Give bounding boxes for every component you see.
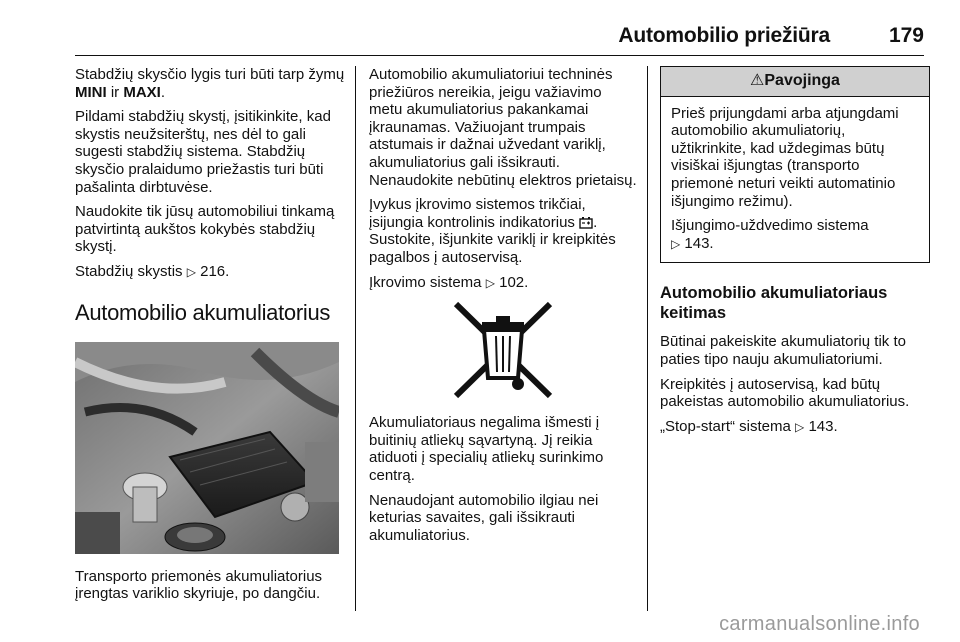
chevron-right-icon: ▷ [186, 264, 196, 279]
warning-triangle-icon: ⚠ [750, 72, 765, 89]
watermark: carmanualsonline.info [719, 613, 920, 635]
page-number: 179 [888, 24, 924, 47]
battery-location-caption: Transporto priemonės akumuliatorius įrengtas variklio skyriuje, po dangčiu. [75, 567, 323, 603]
brake-fluid-fill-paragraph: Pildami stabdžių skystį, įsitikinkite, kad skystis neužsiterštų, nes dėl to gali sugesti stabdžių sistema. Stabdžių skysčio pralaidumo priežastis turi būti pašalinta dirbtuvėse. [75, 108, 331, 196]
page-header-title: Automobilio priežiūra [618, 24, 830, 47]
column-2 [369, 66, 637, 551]
warning-paragraph: Prieš prijungdami arba atjungdami automobilio akumuliatorių, užtikrinkite, kad uždegimas būtų visiškai išjungtas (transporto priemonė neturi veikti automatinio išjungimo režimu). [671, 104, 899, 210]
header-divider [75, 55, 924, 56]
brake-fluid-level-paragraph: Stabdžių skysčio lygis turi būti tarp žymų MINI ir MAXI. [75, 66, 345, 101]
battery-disposal-paragraph: Akumuliatoriaus negalima išmesti į buitinių atliekų sąvartyną. Jį reikia atiduoti į specialių atliekų surinkimo centrą. [369, 414, 604, 484]
stop-start-reference-warning: Išjungimo-uždvedimo sistema ▷ 143. [671, 217, 869, 252]
brake-fluid-quality-paragraph: Naudokite tik jūsų automobiliui tinkamą patvirtintą aukštos kokybės stabdžių skystį. [75, 203, 335, 256]
section-heading-battery-replacement: Automobilio akumuliatoriaus keitimas [660, 284, 888, 323]
replacement-paragraph-2: Kreipkitės į autoservisą, kad būtų pakeistas automobilio akumuliatorius. [660, 375, 910, 411]
warning-body [661, 97, 929, 263]
column-1 [75, 66, 345, 610]
section-heading-battery: Automobilio akumuliatorius [75, 299, 331, 325]
replacement-paragraph-1: Būtinai pakeiskite akumuliatorių tik to paties tipo nauju akumuliatoriumi. [660, 333, 906, 368]
charging-system-reference: Įkrovimo sistema ▷ 102. [369, 273, 529, 291]
mini-mark: MINI [75, 83, 107, 101]
charging-fault-paragraph: Įvykus įkrovimo sistemos trikčiai, įsijungia kontrolinis indikatorius . Sustokite, išjunkite variklį ir kreipkitės pagalbos į autoservisą. [369, 196, 616, 266]
crossed-bin-icon [448, 300, 558, 400]
column-3 [660, 66, 930, 443]
battery-discharge-paragraph: Nenaudojant automobilio ilgiau nei keturias savaites, gali išsikrauti akumuliatorius. [369, 491, 599, 544]
brake-fluid-reference: Stabdžių skystis ▷ 216. [75, 262, 230, 280]
battery-maintenance-paragraph: Automobilio akumuliatoriui techninės priežiūros nereikia, jeigu važiavimo metu akumuliatorius pakankamai įkraunamas. Važiuojant trumpais atstumais ir dažnai užvedant variklį, akumuliatorius gali išsikrauti. Nenaudokite nebūtinų elektros prietaisų. [369, 66, 637, 189]
chevron-right-icon: ▷ [671, 236, 681, 251]
battery-indicator-icon [579, 217, 593, 229]
engine-compartment-photo [75, 342, 339, 554]
warning-title: Pavojinga [764, 72, 840, 89]
chevron-right-icon: ▷ [795, 419, 805, 434]
maxi-mark: MAXI [123, 83, 161, 101]
danger-warning-box [660, 66, 930, 263]
column-divider-2 [647, 66, 648, 611]
stop-start-reference: „Stop-start“ sistema ▷ 143. [660, 417, 838, 435]
warning-header [661, 67, 929, 97]
column-divider-1 [355, 66, 356, 611]
chevron-right-icon: ▷ [485, 275, 495, 290]
